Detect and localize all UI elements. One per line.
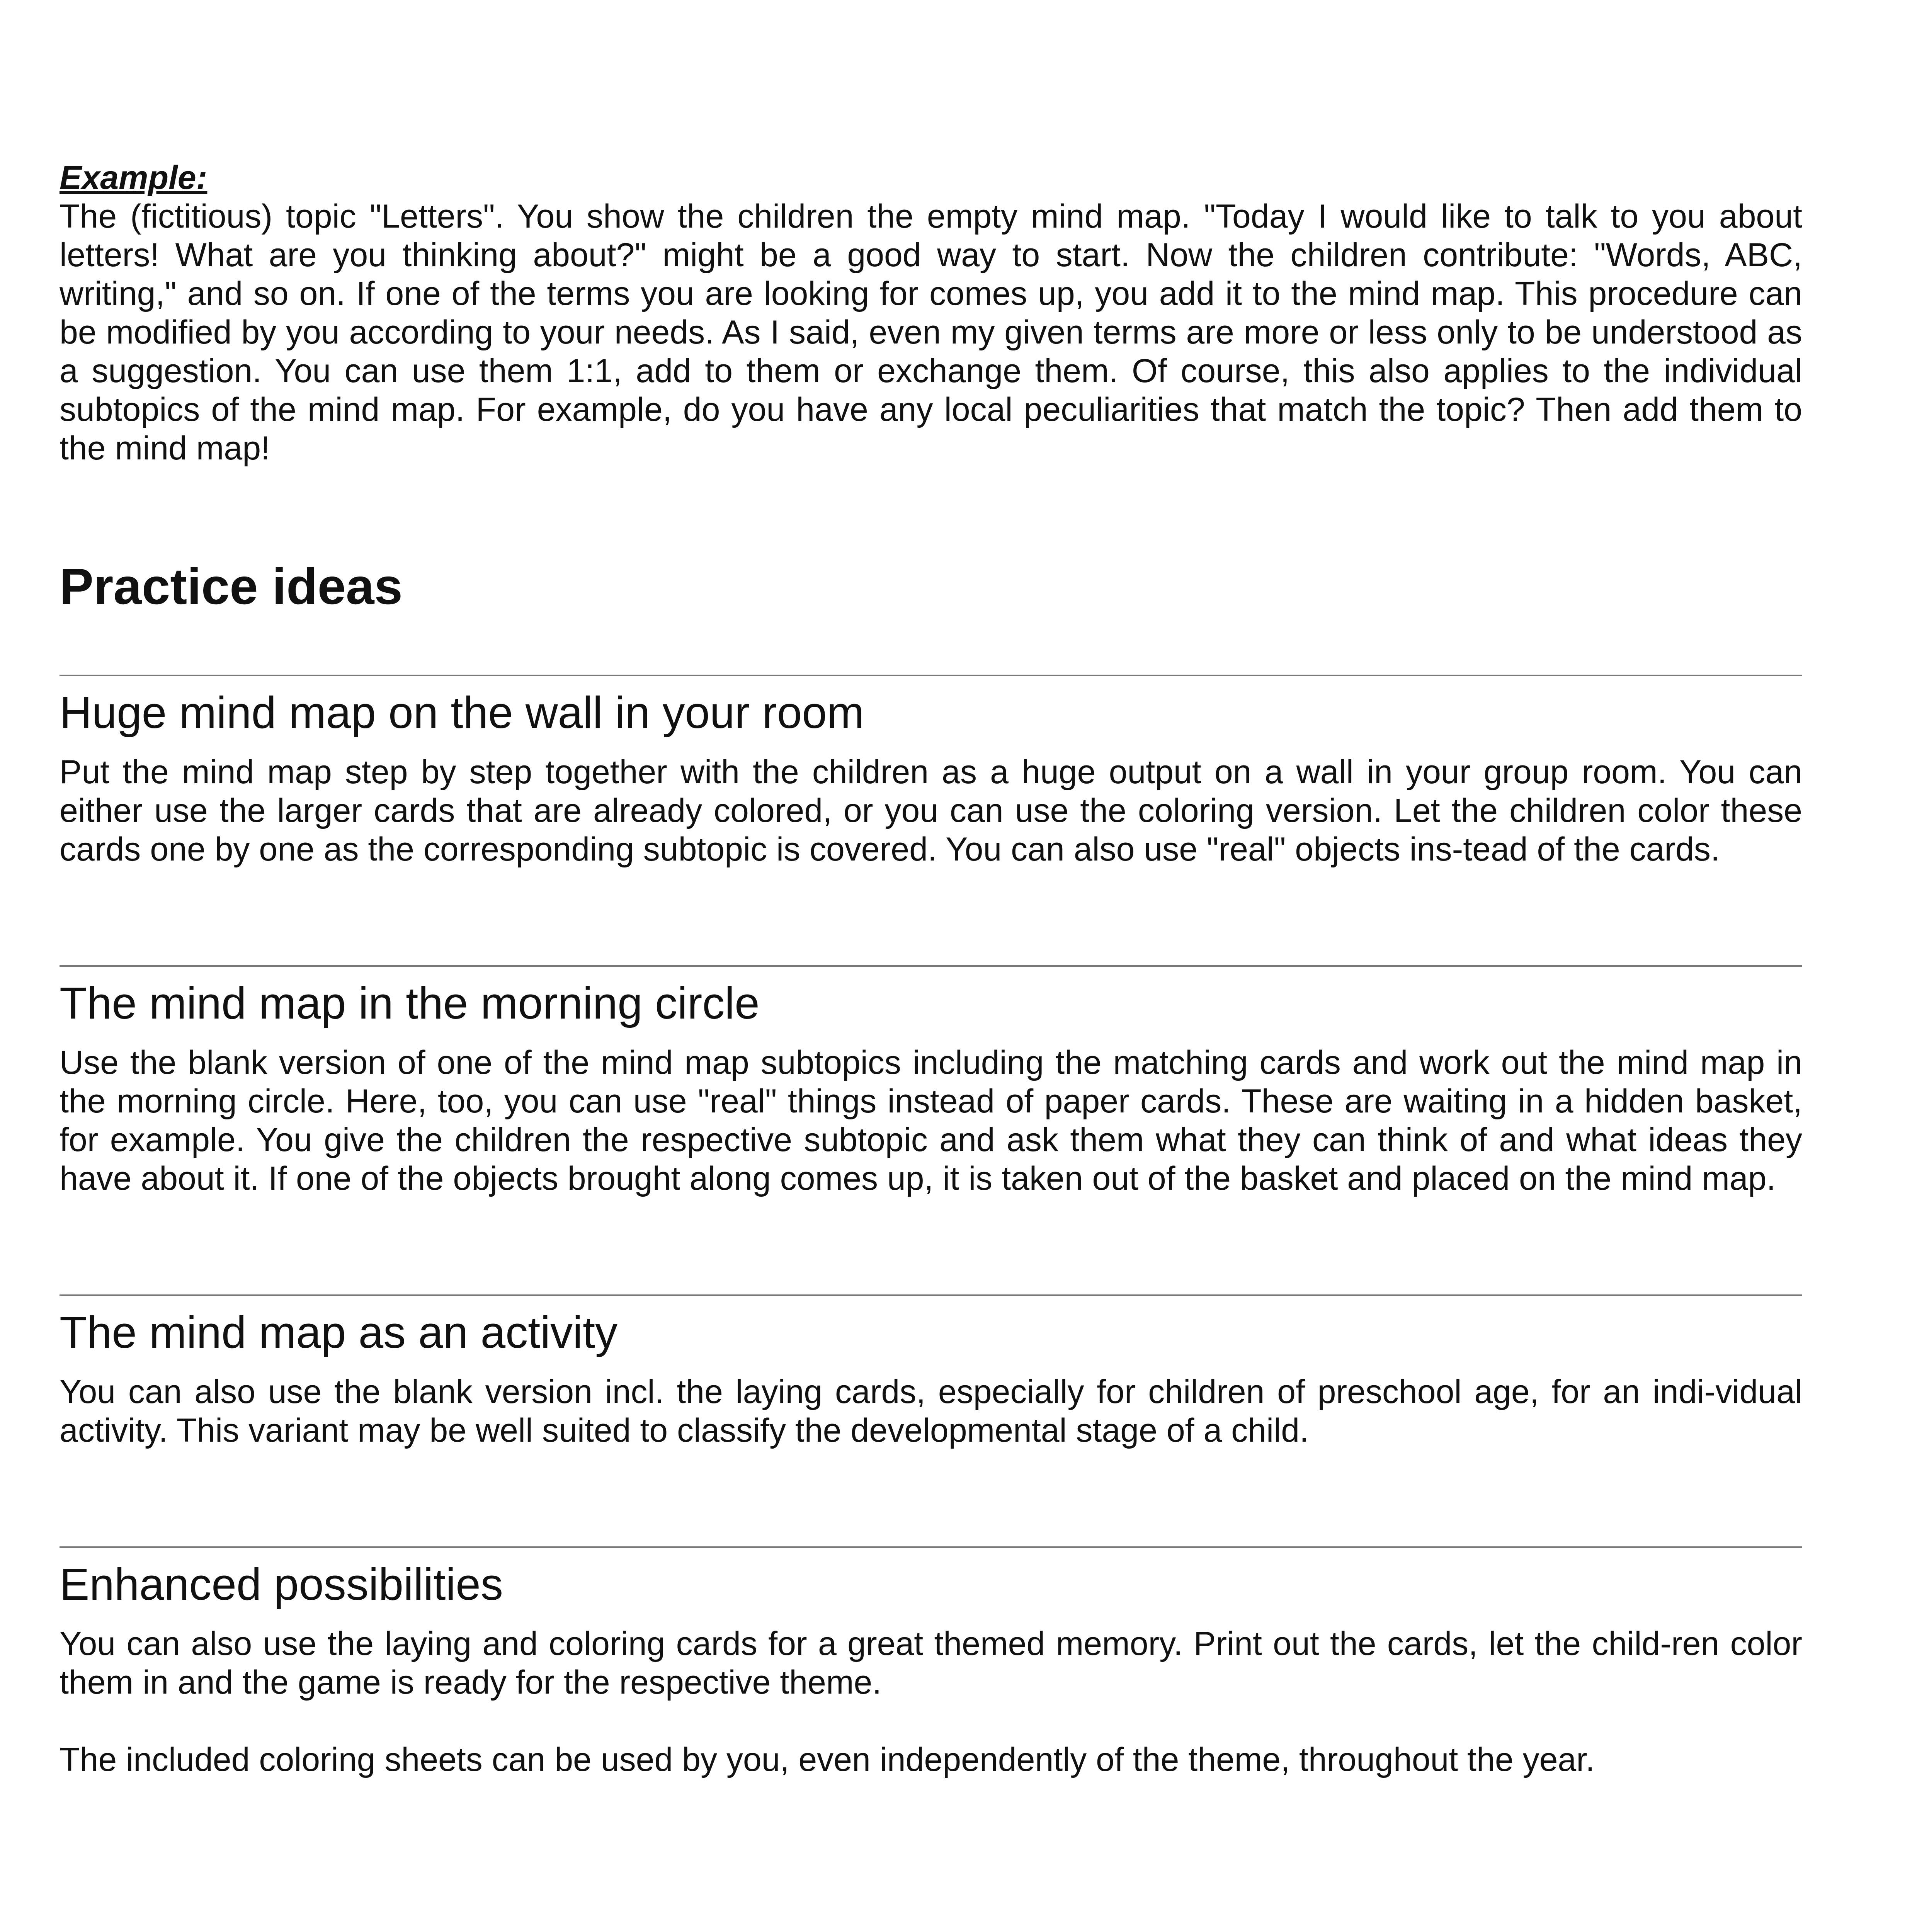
section-huge-mind-map xyxy=(60,675,1802,869)
section-activity xyxy=(60,1294,1802,1450)
section-title: The mind map as an activity xyxy=(60,1307,618,1357)
section-paragraph: The included coloring sheets can be used by you, even independently of the theme, throughout the year. xyxy=(60,1741,1595,1778)
section-title: The mind map in the morning circle xyxy=(60,978,760,1028)
section-morning-circle xyxy=(60,965,1802,1198)
section-paragraph: Put the mind map step by step together with the children as a huge output on a wall in your group room. You can either use the larger cards that are already colored, or you can use the coloring version. Let the children color these cards one by one as the corresponding subtopic is covered. You can also use "real" objects ins-tead of the cards. xyxy=(60,753,1802,868)
section-title: Enhanced possibilities xyxy=(60,1559,503,1609)
document-page xyxy=(60,158,1802,1779)
section-paragraph: You can also use the blank version incl. the laying cards, especially for children of preschool age, for an indi-vidual activity. This variant may be well suited to classify the developmental stage of a child. xyxy=(60,1373,1802,1449)
practice-ideas-heading: Practice ideas xyxy=(60,558,403,615)
example-paragraph: The (fictitious) topic "Letters". You show the children the empty mind map. "Today I would like to talk to you about letters! What are you thinking about?" might be a good way to start. Now the children contribute: "Words, ABC, writing," and so on. If one of the terms you are looking for comes up, you add it to the mind map. This procedure can be modified by you according to your needs. As I said, even my given terms are more or less only to be understood as a suggestion. You can use them 1:1, add to them or exchange them. Of course, this also applies to the individual subtopics of the mind map. For example, do you have any local peculiarities that match the topic? Then add them to the mind map! xyxy=(60,198,1802,467)
section-title: Huge mind map on the wall in your room xyxy=(60,687,864,738)
section-paragraph: Use the blank version of one of the mind map subtopics including the matching cards and work out the mind map in the morning circle. Here, too, you can use "real" things instead of paper cards. These are waiting in a hidden basket, for example. You give the children the respective subtopic and ask them what they can think of and what ideas they have about it. If one of the objects brought along comes up, it is taken out of the basket and placed on the mind map. xyxy=(60,1044,1802,1197)
section-enhanced-possibilities xyxy=(60,1546,1802,1779)
example-label: Example: xyxy=(60,159,208,196)
section-paragraph: You can also use the laying and coloring cards for a great themed memory. Print out the cards, let the child-ren color them in and the game is ready for the respective theme. xyxy=(60,1625,1802,1701)
